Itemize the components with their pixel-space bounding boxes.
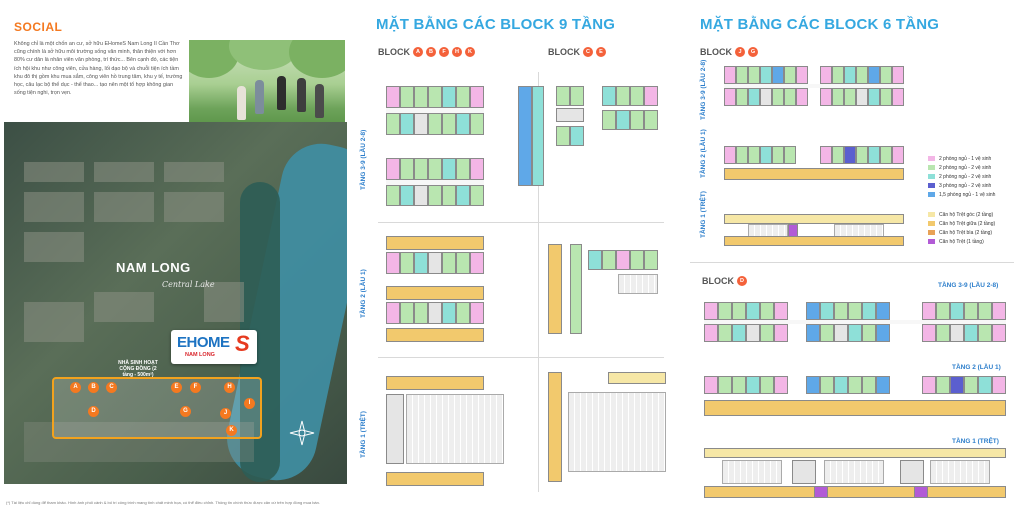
block-d-label [702, 276, 747, 286]
floor-label-2-jg: TẦNG 2 (LẦU 1) [700, 129, 707, 178]
legend-swatch [928, 192, 935, 197]
block-word: BLOCK [378, 47, 410, 57]
plan-ce-floor-2 [548, 244, 668, 344]
legend-label: Căn hộ Trệt góc (2 tầng) [939, 211, 994, 218]
legend-label: 1,5 phòng ngủ - 1 vệ sinh [939, 191, 996, 198]
legend-apartment-types [928, 154, 995, 199]
plan-d-upper [704, 294, 1014, 346]
floor-label-upper-jg: TẦNG 3-9 (LẦU 2-8) [700, 59, 707, 120]
plan-d-floor-1 [704, 448, 1014, 502]
floor-label-1-abfhk: TẦNG 1 (TRỆT) [360, 411, 367, 458]
block-letter-f: F [439, 47, 449, 57]
legend-item [928, 219, 995, 228]
social-description: Không chỉ là một chốn an cư, sở hữu EHomeS Nam Long II Cần Thơ cũng chính là sở hữu môi trường sống văn minh, thân thiện với hơn 80% cư dân là nhân viên văn phòng, trí thức... Bên cạnh đó, các tiện ích hội khu như công viên, cửa hàng, lối dạo bộ và chuỗi tiện ích tầm khu đô thị gồm khu mua sắm, công viên hồ trung tâm, khu y tế, trường học, câu lạc bộ thể dục - thể thao... tạo nên một tổ hợp không gian sống tiện nghi, trọn vẹn. [14, 41, 183, 97]
plan-abfhk-floor-1 [386, 376, 506, 492]
plan-ce-floor-1 [548, 372, 668, 490]
social-title: SOCIAL [14, 20, 63, 34]
nam-long-logo: NAM LONG [116, 260, 191, 275]
divider-row-1 [378, 222, 664, 223]
legend-label: 2 phòng ngủ - 2 vệ sinh [939, 173, 992, 180]
divider-row-2 [378, 357, 664, 358]
site-marker-i: I [244, 398, 255, 409]
legend-item [928, 210, 995, 219]
legend-label: Căn hộ Trệt bìa (2 tầng) [939, 229, 993, 236]
ehome-s-logo [171, 330, 257, 364]
legend-swatch [928, 183, 935, 188]
site-marker-a: A [70, 382, 81, 393]
legend-item [928, 163, 995, 172]
block-letter-c: C [583, 47, 593, 57]
block-letter-j: J [735, 47, 745, 57]
block-ce-label [548, 47, 606, 57]
block-letter-k: K [465, 47, 475, 57]
nine-floor-section-title: MẶT BẰNG CÁC BLOCK 9 TẦNG [376, 16, 616, 33]
site-map-aerial [4, 122, 347, 484]
floor-label-upper-abfhk: TẦNG 3-9 (LẦU 2-8) [360, 129, 367, 190]
legend-swatch [928, 165, 935, 170]
site-marker-e: E [171, 382, 182, 393]
legend-item [928, 181, 995, 190]
disclaimer-footnote: (*) Tài liệu chỉ dùng để tham khảo. Hình ảnh phối cảnh & bố trí công trình mang tính chất minh họa, có thể điều chỉnh. Thông tin chính thức được căn cứ trên hợp đồng mua bán. [6, 500, 320, 505]
compass-icon [289, 420, 315, 446]
plan-ce-upper [518, 86, 668, 196]
site-marker-j: J [220, 408, 231, 419]
nam-long-logo-subtitle: Central Lake [162, 280, 215, 289]
floor-label-1-d: TẦNG 1 (TRỆT) [952, 438, 999, 445]
legend-item [928, 237, 995, 246]
block-word: BLOCK [700, 47, 732, 57]
legend-item [928, 154, 995, 163]
floor-label-2-d: TẦNG 2 (LẦU 1) [952, 364, 1001, 371]
plan-jg-upper [724, 66, 914, 118]
six-floor-section-title: MẶT BẰNG CÁC BLOCK 6 TẦNG [700, 16, 940, 33]
legend-swatch [928, 156, 935, 161]
legend-item [928, 172, 995, 181]
block-letter-a: A [413, 47, 423, 57]
legend-swatch [928, 230, 935, 235]
legend-swatch [928, 212, 935, 217]
floor-label-upper-d: TẦNG 3-9 (LẦU 2-8) [938, 282, 999, 289]
block-jg-label [700, 47, 758, 57]
floor-label-2-abfhk: TẦNG 2 (LẦU 1) [360, 269, 367, 318]
ehome-logo-sub: NAM LONG [185, 352, 215, 358]
block-letter-e: E [596, 47, 606, 57]
plan-jg-floor-1 [724, 214, 914, 248]
plan-d-floor-2 [704, 376, 1014, 426]
block-word: BLOCK [702, 276, 734, 286]
block-letter-d: D [737, 276, 747, 286]
legend-item [928, 228, 995, 237]
site-marker-b: B [88, 382, 99, 393]
social-panel [0, 0, 352, 514]
site-marker-k: K [226, 425, 237, 436]
site-marker-f: F [190, 382, 201, 393]
ehome-logo-five: S [235, 331, 250, 356]
legend-label: Căn hộ Trệt giữa (2 tầng) [939, 220, 996, 227]
block-letter-h: H [452, 47, 462, 57]
site-marker-g: G [180, 406, 191, 417]
divider-block-d [690, 262, 1014, 263]
site-marker-d: D [88, 406, 99, 417]
floor-label-1-jg: TẦNG 1 (TRỆT) [700, 191, 707, 238]
plan-abfhk-floor-2 [386, 236, 484, 342]
legend-swatch [928, 174, 935, 179]
legend-label: Căn hộ Trệt (1 tầng) [939, 238, 984, 245]
block-letter-g: G [748, 47, 758, 57]
site-marker-c: C [106, 382, 117, 393]
legend-item [928, 190, 995, 199]
block-abfhk-label [378, 47, 475, 57]
block-letter-b: B [426, 47, 436, 57]
legend-swatch [928, 221, 935, 226]
legend-shophouse-types [928, 210, 995, 246]
legend-label: 2 phòng ngủ - 2 vệ sinh [939, 164, 992, 171]
ehome-logo-text: EHOME [177, 334, 230, 351]
community-house-label: NHÀ SINH HOẠT CỘNG ĐỒNG (2 tầng - 500m²) [118, 360, 158, 378]
legend-label: 2 phòng ngủ - 1 vệ sinh [939, 155, 992, 162]
site-marker-h: H [224, 382, 235, 393]
legend-label: 3 phòng ngủ - 2 vệ sinh [939, 182, 992, 189]
legend-swatch [928, 239, 935, 244]
plan-abfhk-upper [386, 86, 484, 206]
plan-jg-floor-2 [724, 146, 914, 190]
block-word: BLOCK [548, 47, 580, 57]
